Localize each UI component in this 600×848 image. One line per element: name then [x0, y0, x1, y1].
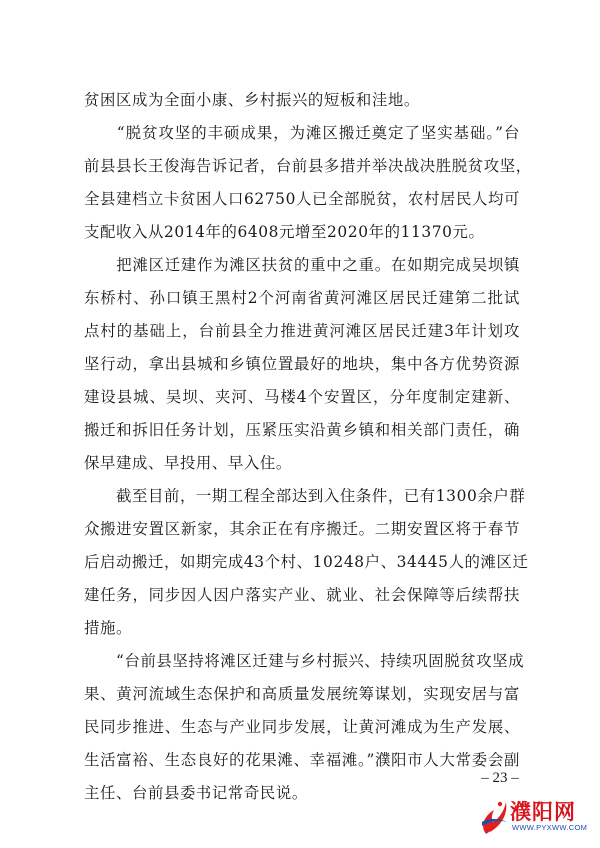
article-body: [84, 84, 532, 810]
text-line: 建设县城、吴坝、夹河、马楼4个安置区，分年度制定建新、: [84, 388, 520, 406]
text-line: 果、黄河流域生态保护和高质量发展统筹谋划，实现安居与富: [84, 685, 520, 703]
text-line: 前县县长王俊海告诉记者，台前县多措并举决战决胜脱贫攻坚，: [84, 157, 532, 175]
text-line: 保早建成、早投用、早入住。: [84, 454, 292, 472]
text-line: 全县建档立卡贫困人口62750人已全部脱贫，农村居民人均可: [84, 190, 520, 208]
text-line: 民同步推进、生态与产业同步发展，让黄河滩成为生产发展、: [84, 718, 520, 736]
watermark-url: WWW.PYXWW.COM: [512, 823, 588, 832]
page-number: – 23 –: [481, 770, 519, 786]
text-line: 主任、台前县委书记常奇民说。: [84, 784, 308, 802]
text-line: “台前县坚持将滩区迁建与乡村振兴、持续巩固脱贫攻坚成: [84, 652, 525, 670]
site-watermark: [478, 796, 594, 840]
text-line: 贫困区成为全面小康、乡村振兴的短板和洼地。: [84, 91, 420, 109]
text-line: 点村的基础上，台前县全力推进黄河滩区居民迁建3年计划攻: [84, 322, 520, 340]
flame-swoosh-logo-icon: [478, 796, 510, 836]
text-line: “脱贫攻坚的丰硕成果，为滩区搬迁奠定了坚实基础。”台: [84, 124, 520, 142]
text-line: 把滩区迁建作为滩区扶贫的重中之重。在如期完成吴坝镇: [84, 256, 520, 274]
watermark-brand: 濮阳网: [510, 800, 576, 824]
text-line: 后启动搬迁，如期完成43个村、10248户、34445人的滩区迁: [84, 553, 529, 571]
text-line: 众搬进安置区新家，其余正在有序搬迁。二期安置区将于春节: [84, 520, 520, 538]
text-line: 生活富裕、生态良好的花果滩、幸福滩。”濮阳市人大常委会副: [84, 751, 520, 769]
text-line: 搬迁和拆旧任务计划，压紧压实沿黄乡镇和相关部门责任，确: [84, 421, 520, 439]
text-line: 建任务，同步因人因户落实产业、就业、社会保障等后续帮扶: [84, 586, 520, 604]
text-line: 坚行动，拿出县城和乡镇位置最好的地块，集中各方优势资源: [84, 355, 520, 373]
text-line: 支配收入从2014年的6408元增至2020年的11370元。: [84, 223, 485, 241]
text-line: 截至目前，一期工程全部达到入住条件，已有1300余户群: [84, 487, 526, 505]
text-line: 措施。: [84, 619, 132, 637]
text-line: 东桥村、孙口镇王黑村2个河南省黄河滩区居民迁建第二批试: [84, 289, 520, 307]
